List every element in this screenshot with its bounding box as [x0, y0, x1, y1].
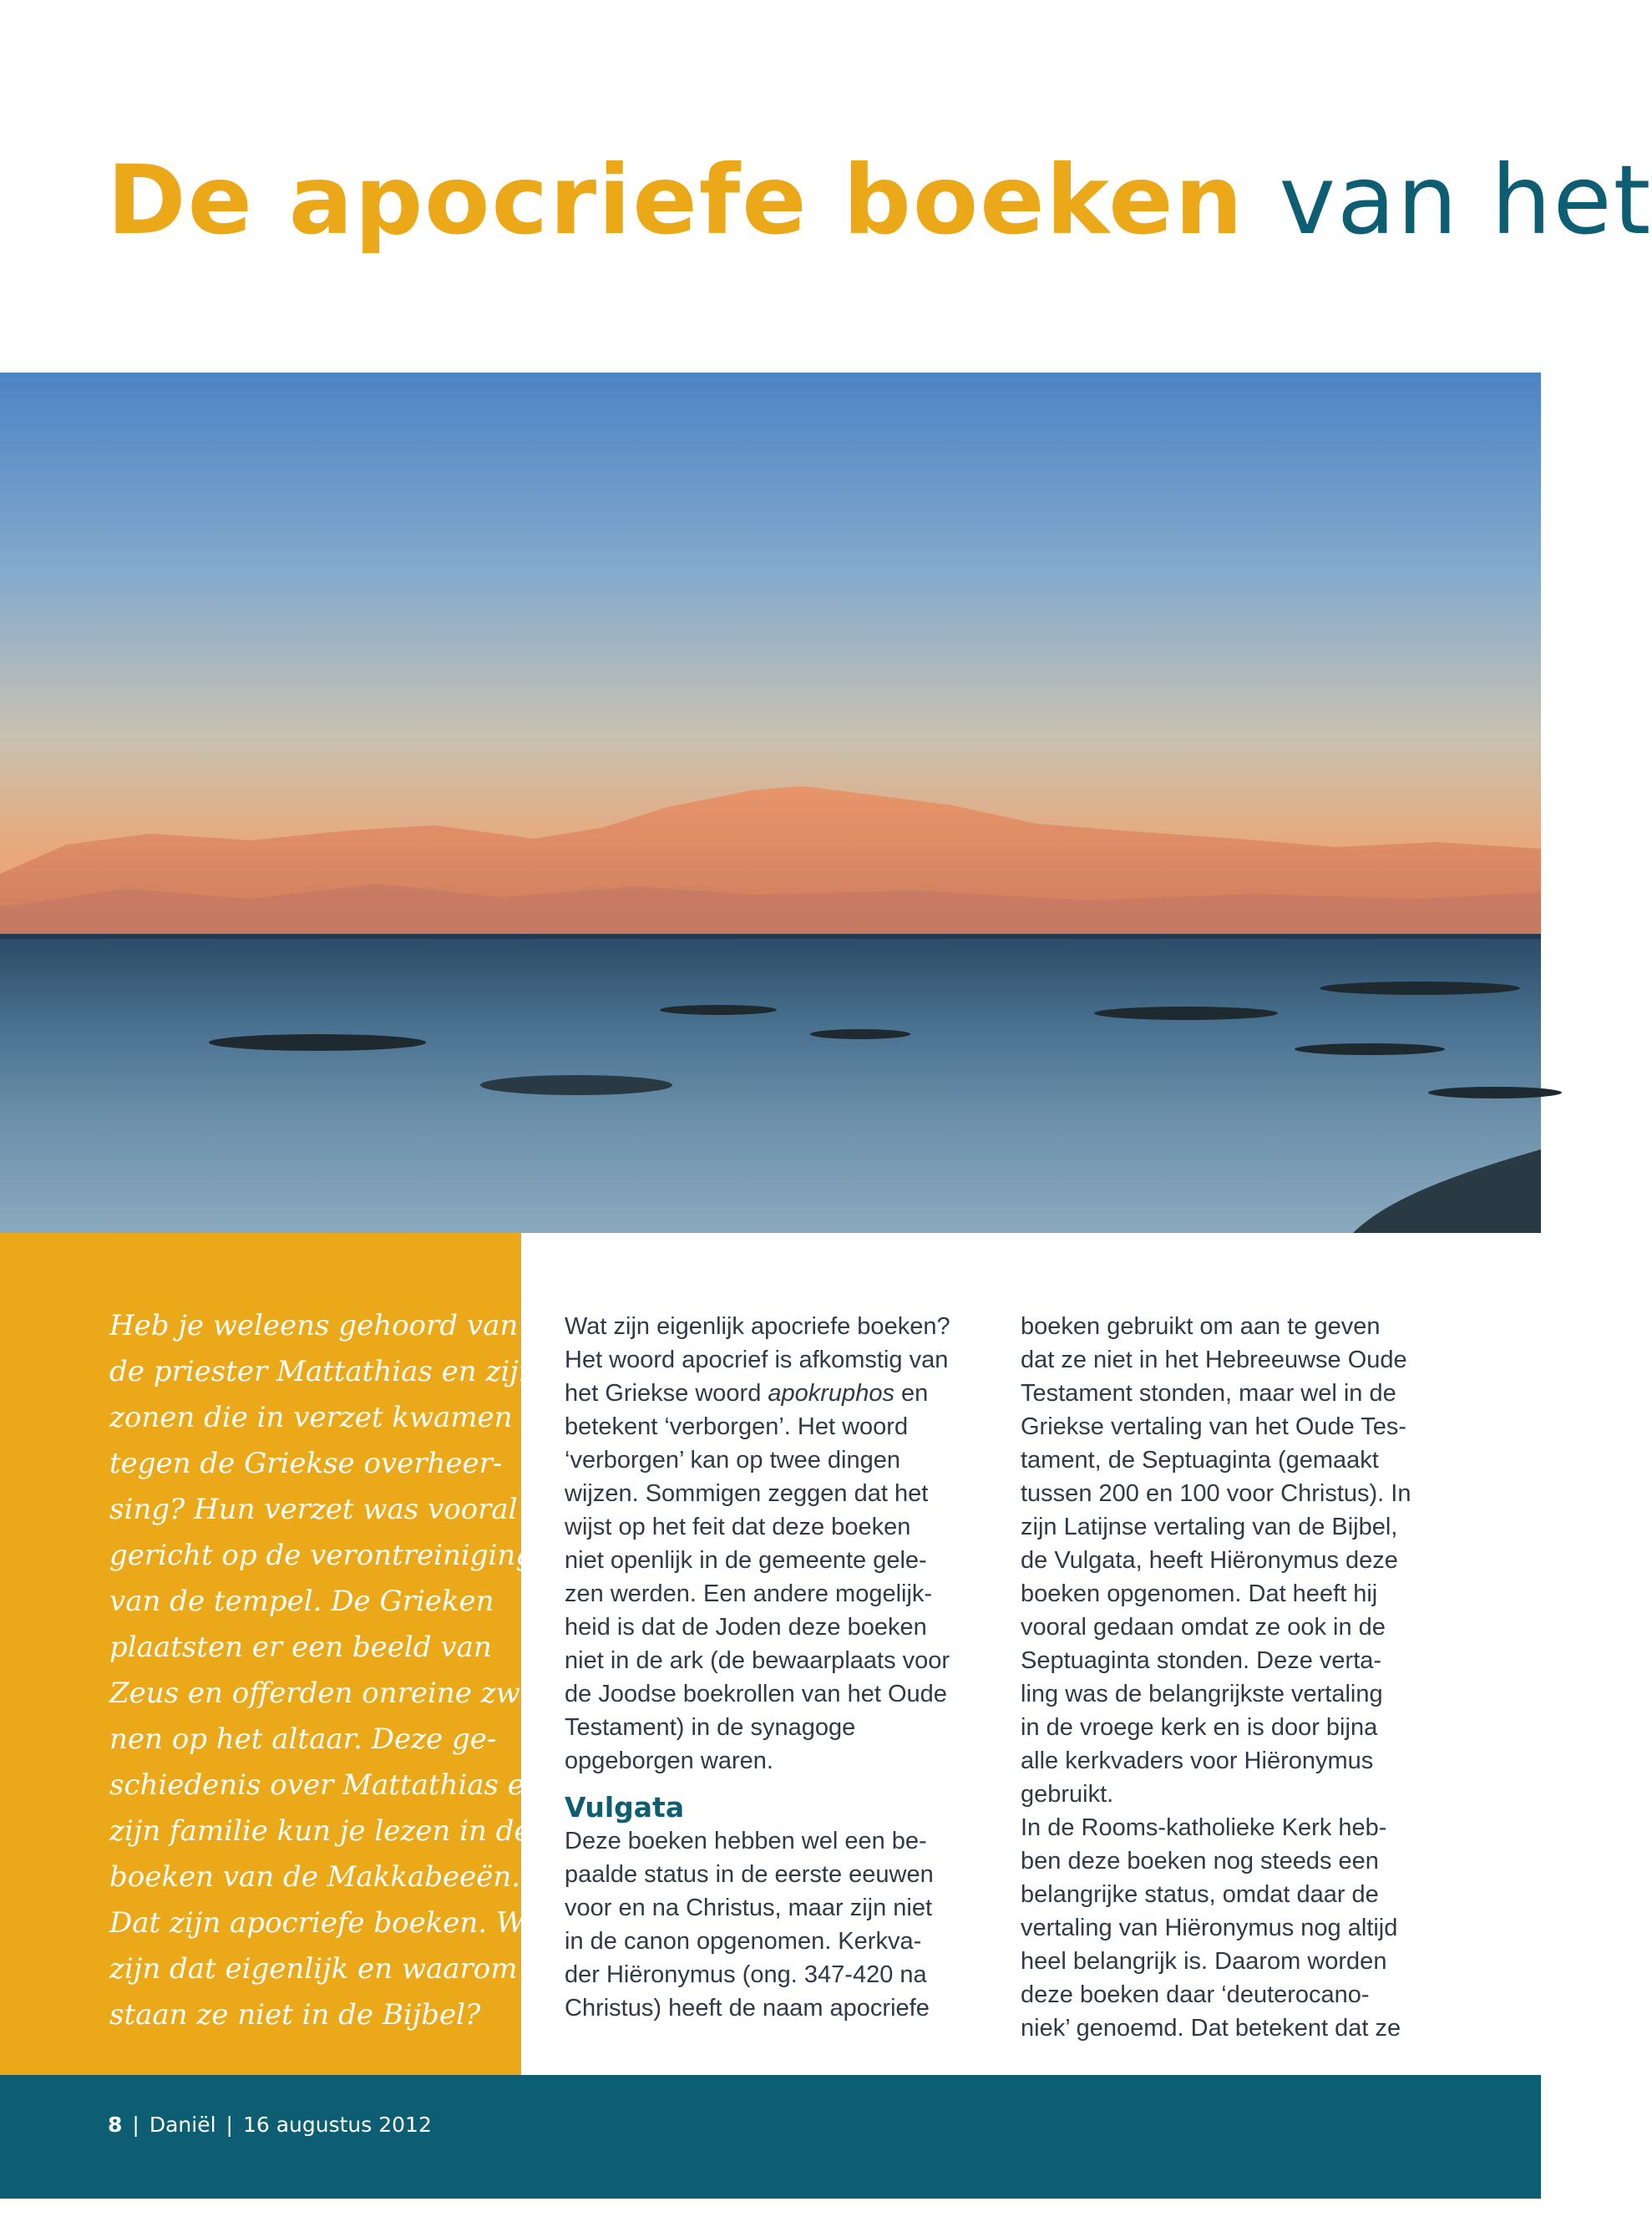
body-line: belangrijke status, omdat daar de	[1021, 1881, 1379, 1908]
body-line: ling was de belangrijkste vertaling	[1021, 1681, 1383, 1707]
body-line: Testament) in de synagoge	[565, 1714, 856, 1741]
body-line: dat ze niet in het Hebreeuwse Oude	[1021, 1347, 1407, 1373]
body-line: niek’ genoemd. Dat betekent dat ze	[1021, 2015, 1401, 2042]
body-line: der Hiëronymus (ong. 347-420 na	[565, 1961, 927, 1988]
body-line: heid is dat de Joden deze boeken	[565, 1614, 927, 1641]
body-line: alle kerkvaders voor Hiëronymus	[1021, 1748, 1374, 1774]
body-line-text: het Griekse woord	[565, 1380, 768, 1407]
intro-line: Zeus en offerden onreine zwij-	[109, 1677, 548, 1710]
intro-line: schiedenis over Mattathias en	[109, 1768, 543, 1802]
body-line: wijst op het feit dat deze boeken	[565, 1514, 911, 1540]
intro-line: Heb je weleens gehoord van	[109, 1309, 519, 1342]
intro-line: Dat zijn apocriefe boeken. Wat	[109, 1906, 551, 1940]
page-title	[107, 138, 1652, 263]
intro-line: zijn dat eigenlijk en waarom	[109, 1952, 518, 1986]
dead-sea-sunset-photo	[0, 373, 1541, 1233]
title-rest: van het	[1279, 145, 1652, 256]
body-line: in de canon opgenomen. Kerkva-	[565, 1928, 922, 1955]
body-line: Het woord apocrief is afkomstig van	[565, 1347, 949, 1373]
intro-text	[109, 1303, 551, 2038]
body-line: Wat zijn eigenlijk apocriefe boeken?	[565, 1313, 950, 1340]
intro-line: boeken van de Makkabeeën.	[109, 1860, 521, 1894]
intro-line: de priester Mattathias en zijn	[109, 1355, 537, 1388]
body-line: Christus) heeft de naam apocriefe	[565, 1995, 930, 2022]
body-line: betekent ‘verborgen’. Het woord	[565, 1413, 909, 1440]
body-line: ‘verborgen’ kan op twee dingen	[565, 1447, 900, 1474]
body-line: heel belangrijk is. Daarom worden	[1021, 1948, 1387, 1975]
article-column-2	[1021, 1310, 1455, 2045]
footer-separator: |	[132, 2113, 139, 2137]
body-line: wijzen. Sommigen zeggen dat het	[565, 1480, 929, 1507]
body-line: Testament stonden, maar wel in de	[1021, 1380, 1396, 1407]
body-line: opgeborgen waren.	[565, 1748, 773, 1774]
publication-name: Daniël	[149, 2113, 216, 2137]
intro-line: van de tempel. De Grieken	[109, 1585, 494, 1618]
title-accent: De apocriefe boeken	[107, 145, 1244, 256]
body-line: niet openlijk in de gemeente gele-	[565, 1547, 927, 1574]
section-heading-vulgata: Vulgata	[565, 1791, 685, 1824]
body-line: paalde status in de eerste eeuwen	[565, 1861, 934, 1888]
body-line: zen werden. Een andere mogelijk-	[565, 1580, 933, 1607]
body-line: tussen 200 en 100 voor Christus). In	[1021, 1480, 1411, 1507]
page-number: 8	[108, 2113, 123, 2137]
body-line	[565, 1377, 999, 1410]
article-column-1	[565, 1310, 999, 2025]
body-line: Griekse vertaling van het Oude Tes-	[1021, 1413, 1407, 1440]
body-line: in de vroege kerk en is door bijna	[1021, 1714, 1378, 1741]
body-line: Deze boeken hebben wel een be-	[565, 1828, 927, 1854]
paragraph-gap	[565, 1778, 999, 1791]
body-line: de Joodse boekrollen van het Oude	[565, 1681, 947, 1707]
body-line: In de Rooms-katholieke Kerk heb-	[1021, 1814, 1387, 1841]
body-line: deze boeken daar ‘deuterocano-	[1021, 1981, 1370, 2008]
greek-term: apokruphos	[768, 1380, 894, 1407]
intro-line: plaatsten er een beeld van	[109, 1631, 492, 1664]
body-line: boeken opgenomen. Dat heeft hij	[1021, 1580, 1378, 1607]
intro-line: zonen die in verzet kwamen	[109, 1401, 513, 1434]
body-line: Septuaginta stonden. Deze verta-	[1021, 1647, 1382, 1674]
body-line: boeken gebruikt om aan te geven	[1021, 1313, 1381, 1340]
issue-date: 16 augustus 2012	[242, 2113, 432, 2137]
intro-line: staan ze niet in de Bijbel?	[109, 1998, 481, 2032]
body-line: voor en na Christus, maar zijn niet	[565, 1895, 933, 1921]
body-line: vertaling van Hiëronymus nog altijd	[1021, 1915, 1398, 1941]
body-line: ben deze boeken nog steeds een	[1021, 1848, 1379, 1874]
footer-info	[108, 2112, 432, 2138]
body-line: zijn Latijnse vertaling van de Bijbel,	[1021, 1514, 1398, 1540]
body-line: de Vulgata, heeft Hiëronymus deze	[1021, 1547, 1398, 1574]
body-line: tament, de Septuaginta (gemaakt	[1021, 1447, 1379, 1474]
body-line: gebruikt.	[1021, 1781, 1114, 1808]
intro-line: gericht op de verontreiniging	[109, 1539, 535, 1572]
intro-line: sing? Hun verzet was vooral	[109, 1493, 518, 1526]
body-line-text: en	[894, 1380, 929, 1407]
footer-separator: |	[226, 2113, 233, 2137]
intro-line: zijn familie kun je lezen in de	[109, 1814, 531, 1848]
body-line: vooral gedaan omdat ze ook in de	[1021, 1614, 1386, 1641]
intro-line: tegen de Griekse overheer-	[109, 1447, 503, 1480]
intro-line: nen op het altaar. Deze ge-	[109, 1722, 497, 1756]
body-line: niet in de ark (de bewaarplaats voor	[565, 1647, 950, 1674]
